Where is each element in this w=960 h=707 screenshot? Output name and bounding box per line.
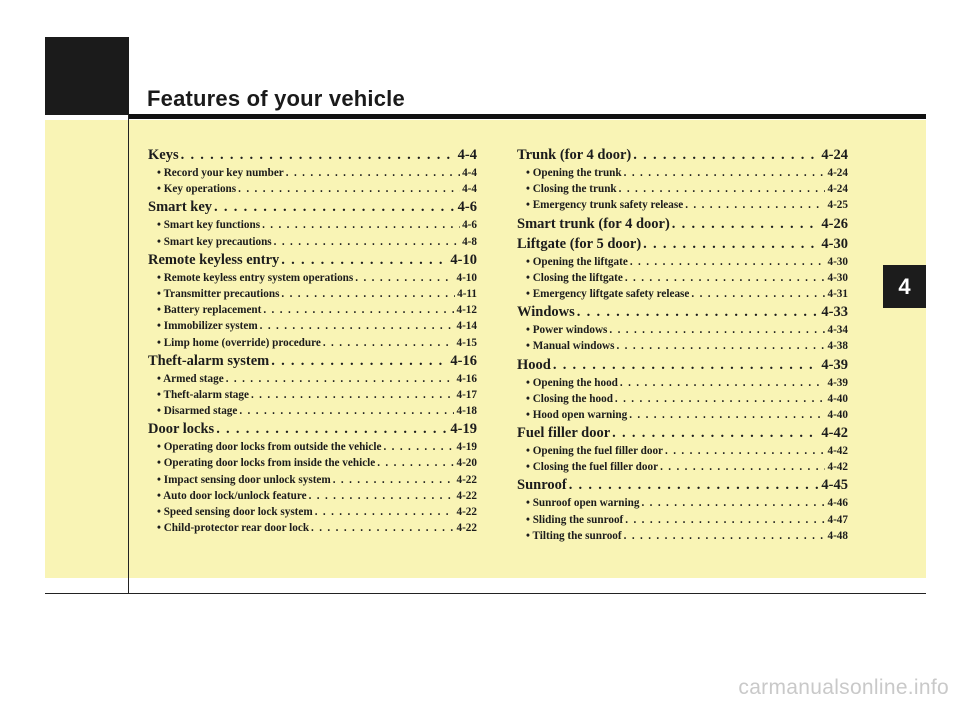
toc-column-right xyxy=(517,145,848,544)
toc-subsection-entry[interactable] xyxy=(517,459,848,475)
toc-entry-title: Sunroof xyxy=(517,477,567,494)
toc-page-number: 4-6 xyxy=(462,219,477,232)
toc-entry-title: • Remote keyless entry system operations xyxy=(157,271,354,284)
toc-subsection-entry[interactable] xyxy=(517,165,848,181)
toc-section-entry[interactable] xyxy=(148,351,477,371)
toc-subsection-entry[interactable] xyxy=(148,439,477,455)
dot-leader xyxy=(612,423,819,443)
toc-page-number: 4-18 xyxy=(456,405,477,418)
dot-leader xyxy=(309,488,455,504)
toc-subsection-entry[interactable] xyxy=(517,495,848,511)
toc-entry-title: • Child-protector rear door lock xyxy=(157,522,310,535)
toc-subsection-entry[interactable] xyxy=(148,302,477,318)
dot-leader xyxy=(238,181,460,197)
toc-page-number: 4-6 xyxy=(457,199,477,216)
toc-page-number: 4-40 xyxy=(827,392,848,405)
dot-leader xyxy=(323,335,455,351)
toc-subsection-entry[interactable] xyxy=(148,472,477,488)
dot-leader xyxy=(281,286,455,302)
dot-leader xyxy=(214,197,456,217)
toc-entry-title: Trunk (for 4 door) xyxy=(517,147,632,163)
dot-leader xyxy=(281,250,448,270)
dot-leader xyxy=(685,197,825,213)
dot-leader xyxy=(630,254,826,270)
toc-page-number: 4-42 xyxy=(821,425,848,442)
toc-entry-title: Fuel filler door xyxy=(517,425,611,442)
toc-column-left xyxy=(148,145,477,536)
toc-page-number: 4-22 xyxy=(456,522,477,535)
toc-entry-title: • Transmitter precautions xyxy=(157,287,280,300)
toc-entry-title: • Power windows xyxy=(526,324,608,337)
dot-leader xyxy=(577,302,820,322)
toc-page-number: 4-45 xyxy=(821,477,848,494)
toc-section-entry[interactable] xyxy=(517,355,848,375)
toc-subsection-entry[interactable] xyxy=(148,270,477,286)
dot-leader xyxy=(333,472,455,488)
toc-section-entry[interactable] xyxy=(148,419,477,439)
toc-page-number: 4-34 xyxy=(827,324,848,337)
dot-leader xyxy=(665,443,825,459)
dot-leader xyxy=(629,407,825,423)
toc-page-number: 4-22 xyxy=(456,489,477,502)
toc-page-number: 4-39 xyxy=(821,356,848,373)
toc-page-number: 4-30 xyxy=(827,271,848,284)
toc-entry-title: • Impact sensing door unlock system xyxy=(157,473,331,486)
toc-entry-title: • Emergency trunk safety release xyxy=(526,199,684,212)
dot-leader xyxy=(377,455,454,471)
toc-entry-title: • Closing the trunk xyxy=(526,183,617,196)
toc-page-number: 4-16 xyxy=(450,352,477,369)
toc-entry-title: Smart key xyxy=(148,199,213,216)
toc-page-number: 4-39 xyxy=(827,376,848,389)
toc-entry-title: Smart trunk (for 4 door) xyxy=(517,215,670,232)
toc-entry-title: • Smart key precautions xyxy=(157,235,272,248)
toc-entry-title: • Opening the liftgate xyxy=(526,255,628,268)
toc-section-entry[interactable] xyxy=(517,302,848,322)
dot-leader xyxy=(660,459,825,475)
toc-page-number: 4-40 xyxy=(827,408,848,421)
toc-subsection-entry[interactable] xyxy=(148,165,477,181)
dot-leader xyxy=(672,214,820,234)
toc-page-number: 4-38 xyxy=(827,340,848,353)
watermark: carmanualsonline.info xyxy=(738,676,949,699)
dot-leader xyxy=(625,270,826,286)
toc-page-number: 4-33 xyxy=(821,304,848,321)
toc-subsection-entry[interactable] xyxy=(148,318,477,334)
dot-leader xyxy=(620,375,826,391)
toc-entry-title: • Operating door locks from inside the vehicle xyxy=(157,457,376,470)
toc-entry-title: • Battery replacement xyxy=(157,304,262,317)
toc-entry-title: Remote keyless entry xyxy=(148,251,280,268)
toc-subsection-entry[interactable] xyxy=(517,338,848,354)
toc-subsection-entry[interactable] xyxy=(517,443,848,459)
toc-subsection-entry[interactable] xyxy=(517,407,848,423)
dot-leader xyxy=(262,217,460,233)
dot-leader xyxy=(239,403,454,419)
dot-leader xyxy=(691,286,825,302)
margin-divider xyxy=(128,115,129,594)
toc-entry-title: • Closing the liftgate xyxy=(526,271,623,284)
toc-section-entry[interactable] xyxy=(148,145,477,165)
dot-leader xyxy=(643,234,819,254)
toc-subsection-entry[interactable] xyxy=(148,234,477,250)
toc-page-number: 4-46 xyxy=(827,497,848,510)
toc-subsection-entry[interactable] xyxy=(148,181,477,197)
toc-page-number: 4-8 xyxy=(462,235,477,248)
dot-leader xyxy=(274,234,460,250)
toc-page-number: 4-26 xyxy=(821,215,848,232)
dot-leader xyxy=(271,351,448,371)
toc-subsection-entry[interactable] xyxy=(517,181,848,197)
toc-page-number: 4-22 xyxy=(456,506,477,518)
toc-page-number: 4-17 xyxy=(456,388,477,401)
toc-entry-title: • Opening the fuel filler door xyxy=(526,445,664,458)
dot-leader xyxy=(625,512,825,528)
toc-subsection-entry[interactable] xyxy=(517,512,848,528)
toc-section-entry[interactable] xyxy=(148,197,477,217)
toc-entry-title: • Sliding the sunroof xyxy=(526,513,624,526)
toc-entry-title: • Limp home (override) procedure xyxy=(157,336,321,349)
toc-page-number: 4-20 xyxy=(456,457,477,470)
toc-entry-title: • Operating door locks from outside the vehicle xyxy=(157,441,382,454)
toc-subsection-entry[interactable] xyxy=(148,403,477,419)
toc-entry-title: Liftgate (for 5 door) xyxy=(517,235,642,252)
title-rule xyxy=(129,114,926,119)
toc-page-number: 4-24 xyxy=(827,183,848,196)
dot-leader xyxy=(641,495,825,511)
toc-subsection-entry[interactable] xyxy=(517,375,848,391)
toc-entry-title: Hood xyxy=(517,356,551,373)
toc-page-number: 4-24 xyxy=(821,147,848,163)
toc-page-number: 4-30 xyxy=(827,255,848,268)
toc-page-number: 4-12 xyxy=(456,304,477,317)
toc-entry-title: • Disarmed stage xyxy=(157,405,238,418)
toc-entry-title: • Tilting the sunroof xyxy=(526,529,622,542)
toc-page-number: 4-10 xyxy=(456,271,477,284)
dot-leader xyxy=(260,318,455,334)
dot-leader xyxy=(569,475,820,495)
toc-entry-title: Door locks xyxy=(148,421,215,438)
toc-entry-title: • Sunroof open warning xyxy=(526,497,640,510)
toc-entry-title: • Armed stage xyxy=(157,372,224,385)
dot-leader xyxy=(181,145,456,165)
toc-entry-title: • Key operations xyxy=(157,183,237,196)
toc-section-entry[interactable] xyxy=(517,423,848,443)
toc-entry-title: • Emergency liftgate safety release xyxy=(526,287,690,300)
toc-subsection-entry[interactable] xyxy=(148,371,477,387)
toc-page-number: 4-19 xyxy=(450,421,477,438)
dot-leader xyxy=(624,528,826,544)
dot-leader xyxy=(619,181,826,197)
page-title: Features of your vehicle xyxy=(147,86,405,111)
dot-leader xyxy=(609,322,825,338)
toc-subsection-entry[interactable] xyxy=(148,455,477,471)
toc-section-entry[interactable] xyxy=(517,234,848,254)
toc-page-number: 4-15 xyxy=(456,336,477,349)
toc-page-number: 4-42 xyxy=(827,461,848,474)
toc-page-number: 4-31 xyxy=(827,287,848,300)
toc-entry-title: Theft-alarm system xyxy=(148,352,270,369)
toc-section-entry[interactable] xyxy=(517,475,848,495)
dot-leader xyxy=(624,165,826,181)
toc-page-number: 4-14 xyxy=(456,320,477,333)
dot-leader xyxy=(615,391,826,407)
toc-entry-title: • Auto door lock/unlock feature xyxy=(157,489,307,502)
toc-page-number: 4-47 xyxy=(827,513,848,526)
dot-leader xyxy=(286,165,460,181)
toc-page-number: 4-4 xyxy=(462,183,477,196)
chapter-tab[interactable]: 4 xyxy=(883,265,926,308)
dot-leader xyxy=(311,520,454,536)
toc-entry-title: Windows xyxy=(517,304,575,321)
toc-subsection-entry[interactable] xyxy=(148,387,477,403)
dot-leader xyxy=(616,338,825,354)
header-black-block xyxy=(45,37,129,115)
dot-leader xyxy=(263,302,454,318)
toc-entry-title: • Closing the hood xyxy=(526,392,613,405)
toc-subsection-entry[interactable] xyxy=(517,197,848,213)
toc-section-entry[interactable] xyxy=(517,214,848,234)
toc-page-number: 4-16 xyxy=(456,372,477,385)
toc-page-number: 4-11 xyxy=(457,287,477,300)
dot-leader xyxy=(216,419,448,439)
toc-subsection-entry[interactable] xyxy=(517,322,848,338)
toc-subsection-entry[interactable] xyxy=(517,254,848,270)
toc-page-number: 4-48 xyxy=(827,529,848,542)
toc-page-number: 4-19 xyxy=(456,441,477,454)
toc-entry-title: • Opening the hood xyxy=(526,376,618,389)
toc-entry-title: • Smart key functions xyxy=(157,219,261,232)
toc-page-number: 4-42 xyxy=(827,445,848,458)
toc-subsection-entry[interactable] xyxy=(517,528,848,544)
toc-subsection-entry[interactable] xyxy=(517,270,848,286)
dot-leader xyxy=(251,387,455,403)
toc-page-number: 4-30 xyxy=(821,235,848,252)
toc-subsection-entry[interactable] xyxy=(148,217,477,233)
toc-subsection-entry[interactable] xyxy=(148,335,477,351)
dot-leader xyxy=(633,145,819,165)
toc-entry-title: • Speed sensing door lock system xyxy=(157,506,313,518)
dot-leader xyxy=(383,439,454,455)
toc-entry-title: • Hood open warning xyxy=(526,408,628,421)
toc-section-entry[interactable] xyxy=(517,145,848,165)
toc-entry-title: • Record your key number xyxy=(157,167,284,179)
toc-page-number: 4-10 xyxy=(450,251,477,268)
toc-entry-title: • Immobilizer system xyxy=(157,320,258,333)
toc-subsection-entry[interactable] xyxy=(148,488,477,504)
dot-leader xyxy=(315,504,455,520)
dot-leader xyxy=(355,270,454,286)
toc-page-number: 4-25 xyxy=(827,199,848,212)
toc-page-number: 4-22 xyxy=(456,473,477,486)
toc-subsection-entry[interactable] xyxy=(148,504,477,520)
toc-entry-title: Keys xyxy=(148,147,179,163)
toc-page-number: 4-4 xyxy=(462,167,477,179)
toc-entry-title: • Opening the trunk xyxy=(526,167,622,179)
dot-leader xyxy=(226,371,455,387)
toc-page-number: 4-4 xyxy=(457,147,477,163)
toc-entry-title: • Manual windows xyxy=(526,340,615,353)
toc-subsection-entry[interactable] xyxy=(148,286,477,302)
toc-entry-title: • Theft-alarm stage xyxy=(157,388,249,401)
toc-subsection-entry[interactable] xyxy=(517,286,848,302)
toc-page-number: 4-24 xyxy=(827,167,848,179)
toc-subsection-entry[interactable] xyxy=(148,520,477,536)
toc-entry-title: • Closing the fuel filler door xyxy=(526,461,659,474)
dot-leader xyxy=(553,355,820,375)
bottom-rule xyxy=(45,593,926,594)
toc-subsection-entry[interactable] xyxy=(517,391,848,407)
toc-section-entry[interactable] xyxy=(148,250,477,270)
